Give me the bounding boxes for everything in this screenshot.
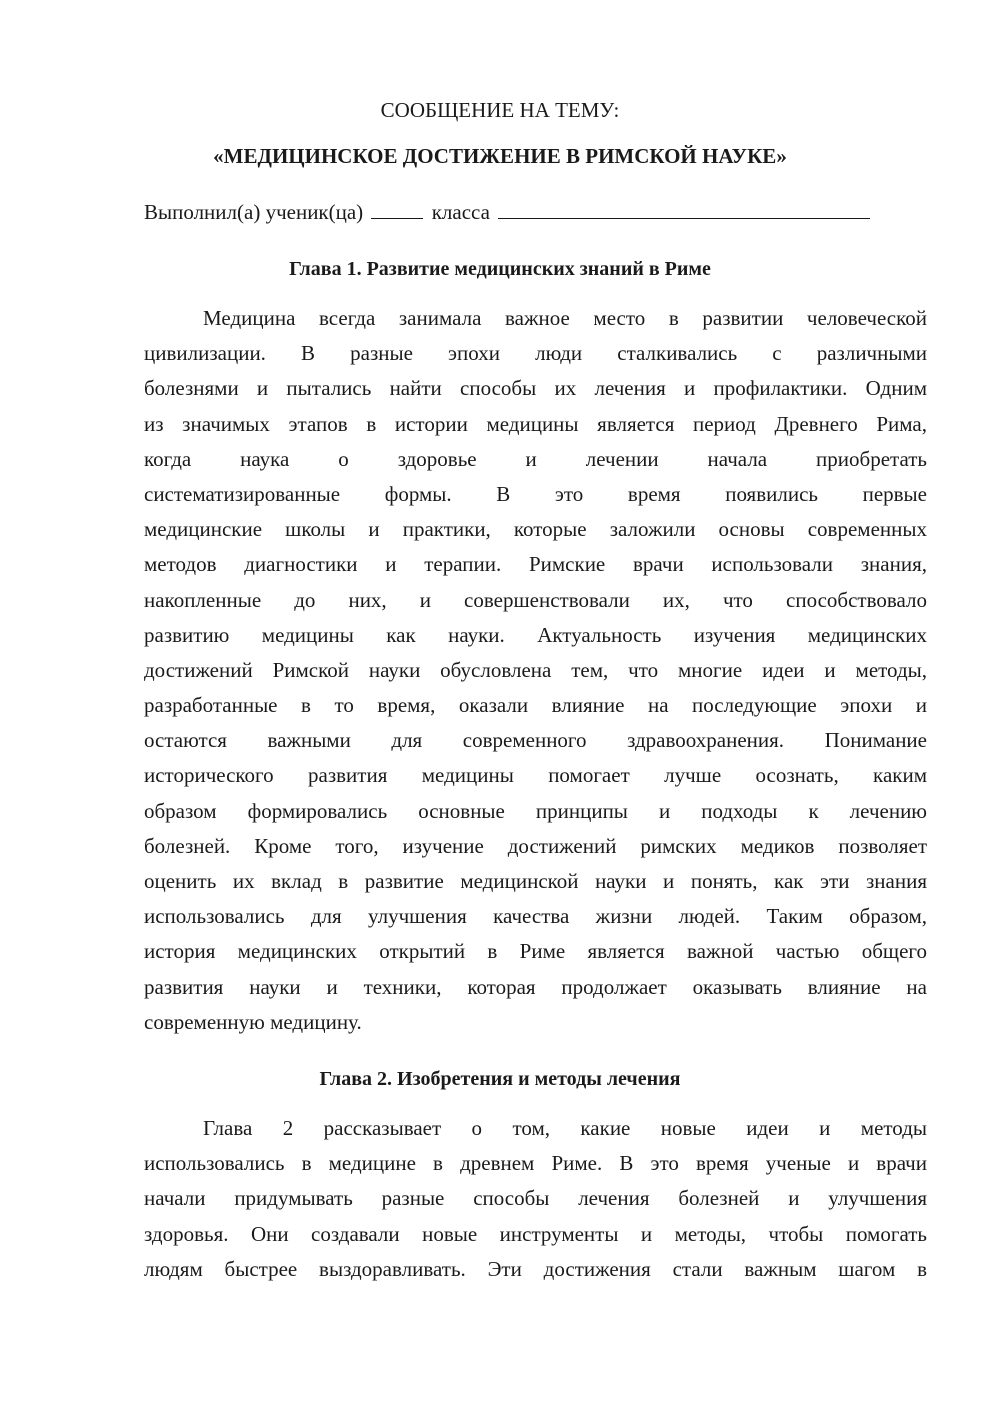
author-prefix: Выполнил(а) ученик(ца) (144, 200, 364, 224)
grade-blank-field (371, 198, 423, 219)
paragraph-line: оценить их вклад в развитие медицинской науки и понять, как эти знания (144, 869, 927, 893)
class-word: класса (431, 200, 490, 224)
paragraph-line: остаются важными для современного здравоохранения. Понимание (144, 728, 927, 753)
name-blank-field (498, 198, 870, 219)
chapter-1-paragraph (144, 303, 927, 1042)
paragraph-line: развитию медицины как науки. Актуальность изучения медицинских (144, 622, 927, 647)
paragraph-line: методов диагностики и терапии. Римские врачи использовали знания, (144, 552, 927, 577)
document-title: «МЕДИЦИНСКОЕ ДОСТИЖЕНИЕ В РИМСКОЙ НАУКЕ» (213, 144, 787, 168)
paragraph-line: накопленные до них, и совершенствовали их, что способствовало (144, 587, 927, 612)
paragraph-line: исторического развития медицины помогает лучше осознать, каким (144, 763, 927, 788)
paragraph-line: из значимых этапов в истории медицины является период Древнего Рима, (144, 411, 927, 436)
paragraph-line: достижений Римской науки обусловлена тем, что многие идеи и методы, (144, 657, 927, 682)
chapter-2-paragraph (144, 1113, 927, 1289)
paragraph-line: Глава 2 рассказывает о том, какие новые идеи и методы (203, 1116, 927, 1140)
paragraph-line: людям быстрее выздоравливать. Эти достижения стали важным шагом в (144, 1256, 927, 1281)
paragraph-line: разработанные в то время, оказали влияние на последующие эпохи и (144, 693, 927, 718)
paragraph-line: здоровья. Они создавали новые инструменты и методы, чтобы помогать (144, 1221, 927, 1246)
chapter-2-heading: Глава 2. Изобретения и методы лечения (319, 1068, 681, 1090)
paragraph-line: цивилизации. В разные эпохи люди сталкивались с различными (144, 341, 927, 366)
paragraph-line: развития науки и техники, которая продолжает оказывать влияние на (144, 974, 927, 999)
paragraph-line: использовались для улучшения качества жизни людей. Таким образом, (144, 904, 927, 929)
chapter-1-heading: Глава 1. Развитие медицинских знаний в Риме (289, 258, 711, 280)
paragraph-line: болезнями и пытались найти способы их лечения и профилактики. Одним (144, 376, 927, 401)
paragraph-line: современную медицину. (144, 1009, 362, 1034)
paragraph-line: использовались в медицине в древнем Риме. В это время ученые и врачи (144, 1151, 927, 1176)
paragraph-line: систематизированные формы. В это время появились первые (144, 481, 927, 506)
paragraph-line: болезней. Кроме того, изучение достижений римских медиков позволяет (144, 833, 927, 858)
author-line (144, 198, 873, 226)
paragraph-line: история медицинских открытий в Риме является важной частью общего (144, 939, 927, 964)
paragraph-line: когда наука о здоровье и лечении начала приобретать (144, 446, 927, 471)
paragraph-line: начали придумывать разные способы лечения болезней и улучшения (144, 1186, 927, 1211)
paragraph-line: Медицина всегда занимала важное место в развитии человеческой (203, 306, 927, 330)
paragraph-line: образом формировались основные принципы и подходы к лечению (144, 798, 927, 823)
document-title-label: СООБЩЕНИЕ НА ТЕМУ: (380, 98, 620, 122)
paragraph-line: медицинские школы и практики, которые заложили основы современных (144, 517, 927, 542)
